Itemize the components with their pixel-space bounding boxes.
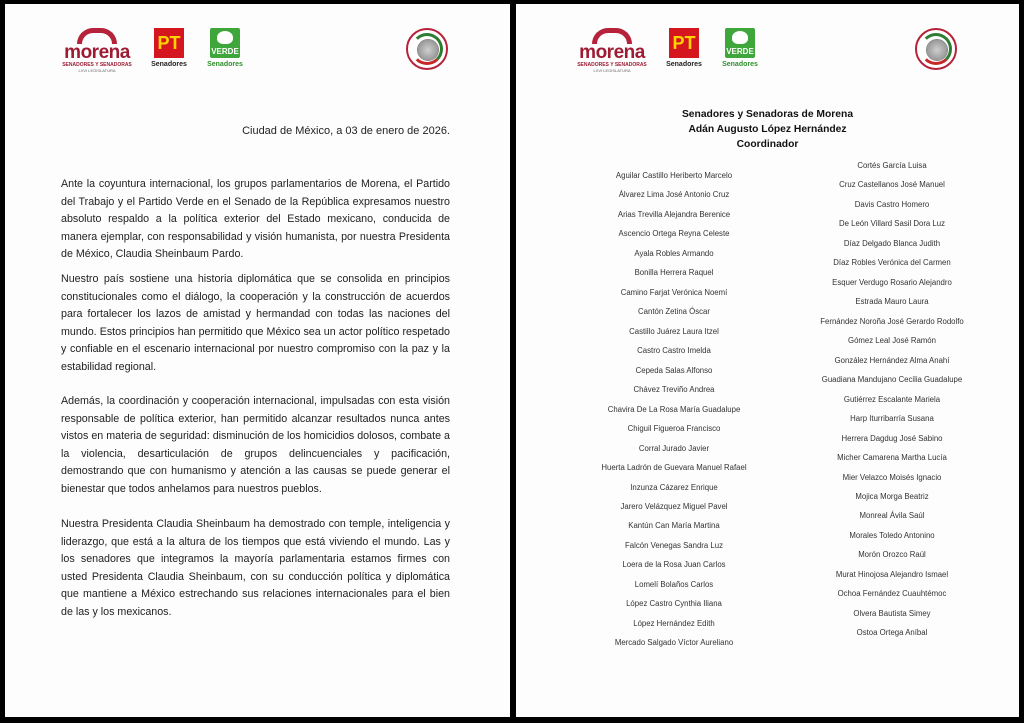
- morena-logo: [61, 28, 133, 74]
- signatory-name: Murat Hinojosa Alejandro Ismael: [835, 569, 949, 579]
- verde-caption: Senadores: [207, 61, 243, 68]
- coordinator-title: Coordinador: [736, 139, 799, 150]
- signatory-name: Mojica Morga Beatriz: [855, 491, 929, 501]
- signatory-name: De León Villard Sasil Dora Luz: [838, 219, 946, 229]
- signatory-name: Morón Orozco Raúl: [858, 550, 926, 560]
- signatory-name: Ostoa Ortega Aníbal: [856, 628, 928, 638]
- signatory-name: Lomelí Bolaños Carlos: [634, 579, 714, 589]
- signatory-name: Chávez Treviño Andrea: [633, 385, 715, 395]
- signatory-name: Díaz Delgado Blanca Judith: [843, 238, 941, 248]
- verde-wordmark: VERDE: [211, 47, 239, 56]
- signatory-name: Inzunza Cázarez Enrique: [630, 482, 718, 492]
- signatory-name: Chiguil Figueroa Francisco: [627, 424, 721, 434]
- pt-caption: Senadores: [666, 61, 702, 68]
- letter-paragraph: Además, la coordinación y cooperación internacional, impulsadas con esta visión responsable de política exterior, han permitido alcanzar resultados nunca antes vistos en materia de seguridad: disminución de los homicidios dolosos, combate a la violencia, desarticulación de grupos delincuenciales y pacificación, demostrando que con humanismo y atención a las causas se puede generar el bienestar que todos anhelamos para nuestros pueblos.: [61, 395, 450, 495]
- signatory-name: Micher Camarena Martha Lucía: [837, 453, 947, 463]
- signatory-name: Gómez Leal José Ramón: [848, 336, 936, 346]
- letter-paragraph: Ante la coyuntura internacional, los grupos parlamentarios de Morena, el Partido del Trabajo y el Partido Verde en el Senado de la República expresamos nuestro absoluto respaldo a la política exterior del Estado mexicano, conducida de manera ejemplar, con responsabilidad y visión humanista, por nuestra Presidenta de México, Claudia Sheinbaum Pardo.: [61, 178, 450, 261]
- signatory-name: López Hernández Edith: [633, 618, 715, 628]
- signatory-name: Castillo Juárez Laura Itzel: [629, 326, 719, 336]
- letter-paragraph: Nuestra Presidenta Claudia Sheinbaum ha demostrado con temple, inteligencia y liderazgo, que está a la altura de los tiempos que está viviendo el mundo. Las y los senadores que integramos la mayoría parlamentaria estamos firmes con usted Presidenta Claudia Sheinbaum, con su conducción política y diplomática que mantiene a México estrechando sus relaciones internacionales para el bien de las y los mexicanos.: [61, 518, 450, 618]
- pt-logo: [666, 28, 702, 69]
- signatory-name: Jarero Velázquez Miguel Pavel: [620, 501, 728, 511]
- party-logos: [576, 28, 778, 74]
- verde-logo: [207, 28, 243, 69]
- signatory-name: Ayala Robles Armando: [634, 248, 714, 258]
- signatory-name: Fernández Noroña José Gerardo Rodolfo: [820, 316, 964, 326]
- group-title: Senadores y Senadoras de Morena: [681, 109, 854, 120]
- signatory-name: Bonilla Herrera Raquel: [634, 268, 714, 278]
- signatory-name: Cruz Castellanos José Manuel: [839, 180, 945, 190]
- signatory-name: Olvera Bautista Simey: [853, 608, 931, 618]
- pt-wordmark: PT: [154, 28, 184, 58]
- signatory-name: Huerta Ladrón de Guevara Manuel Rafael: [601, 463, 747, 473]
- senate-seal-icon: [406, 28, 448, 70]
- signatory-list-right: [777, 156, 1007, 643]
- signatory-name: Cantón Zetina Óscar: [638, 307, 710, 317]
- morena-subtitle: SENADORES Y SENADORAS: [577, 62, 647, 68]
- pt-logo: [151, 28, 187, 69]
- signatory-name: Falcón Venegas Sandra Luz: [625, 540, 723, 550]
- signatory-name: Aguilar Castillo Heriberto Marcelo: [615, 171, 733, 180]
- signatory-name: Mier Velazco Moisés Ignacio: [842, 472, 942, 482]
- letter-page: [5, 4, 510, 717]
- signatory-name: Morales Toledo Antonino: [849, 530, 935, 540]
- signatory-name: Herrera Dagdug José Sabino: [841, 433, 943, 443]
- signatory-name: Harp Iturribarría Susana: [850, 414, 934, 424]
- signatory-name: Monreal Ávila Saúl: [859, 511, 925, 521]
- signatories-page: [516, 4, 1019, 717]
- signatory-name: Gutiérrez Escalante Mariela: [843, 394, 941, 404]
- signatories-heading: [516, 107, 1019, 152]
- morena-legislatura: LXVI LEGISLATURA: [593, 68, 631, 73]
- party-logos: [61, 28, 263, 74]
- signatory-name: Ascencio Ortega Reyna Celeste: [618, 229, 730, 239]
- signatory-name: González Hernández Alma Anahí: [834, 355, 950, 365]
- coordinator-name: Adán Augusto López Hernández: [688, 124, 847, 135]
- pt-caption: Senadores: [151, 61, 187, 68]
- morena-wordmark: morena: [64, 42, 130, 63]
- signatory-name: Estrada Mauro Laura: [855, 297, 929, 307]
- signatory-name: Esquer Verdugo Rosario Alejandro: [832, 277, 952, 287]
- signatory-name: Davis Castro Homero: [854, 199, 930, 209]
- verde-logo: [722, 28, 758, 69]
- signatory-name: Chavira De La Rosa María Guadalupe: [607, 404, 741, 414]
- morena-wordmark: morena: [579, 42, 645, 63]
- signatory-list-left: [564, 166, 784, 653]
- signatory-name: Guadiana Mandujano Cecilia Guadalupe: [821, 375, 963, 385]
- verde-caption: Senadores: [722, 61, 758, 68]
- toucan-icon: [725, 28, 755, 58]
- signatory-name: López Castro Cynthia Iliana: [626, 599, 722, 609]
- signatory-name: Álvarez Lima José Antonio Cruz: [618, 190, 730, 200]
- senate-seal-icon: [915, 28, 957, 70]
- signatory-name: Arias Trevilla Alejandra Berenice: [617, 209, 731, 219]
- signatory-name: Ochoa Fernández Cuauhtémoc: [837, 589, 947, 599]
- verde-wordmark: VERDE: [726, 47, 754, 56]
- letter-date: Ciudad de México, a 03 de enero de 2026.: [242, 125, 450, 137]
- signatory-name: Mercado Salgado Víctor Aureliano: [614, 638, 734, 648]
- signatory-name: Corral Jurado Javier: [638, 443, 710, 453]
- letter-paragraph: Nuestro país sostiene una historia diplomática que se consolida en principios constitucionales como el diálogo, la cooperación y la construcción de acuerdos para fortalecer los lazos de amistad y hermandad con todas las naciones del mundo. Estos principios han permitido que México sea un actor político respetado y confiable en el escenario internacional por nuestro compromiso con la paz y la estabilidad regional.: [61, 273, 450, 373]
- signatory-name: Cepeda Salas Alfonso: [635, 365, 713, 375]
- morena-subtitle: SENADORES Y SENADORAS: [62, 62, 132, 68]
- pt-wordmark: PT: [669, 28, 699, 58]
- signatory-name: Cortés García Luisa: [857, 161, 927, 170]
- signatory-name: Kantún Can María Martina: [628, 521, 720, 531]
- morena-logo: [576, 28, 648, 74]
- morena-legislatura: LXVI LEGISLATURA: [78, 68, 116, 73]
- signatory-name: Loera de la Rosa Juan Carlos: [622, 560, 726, 570]
- signatory-name: Castro Castro Imelda: [637, 346, 711, 356]
- signatory-name: Camino Farjat Verónica Noemí: [620, 287, 728, 297]
- toucan-icon: [210, 28, 240, 58]
- signatory-name: Díaz Robles Verónica del Carmen: [833, 258, 951, 268]
